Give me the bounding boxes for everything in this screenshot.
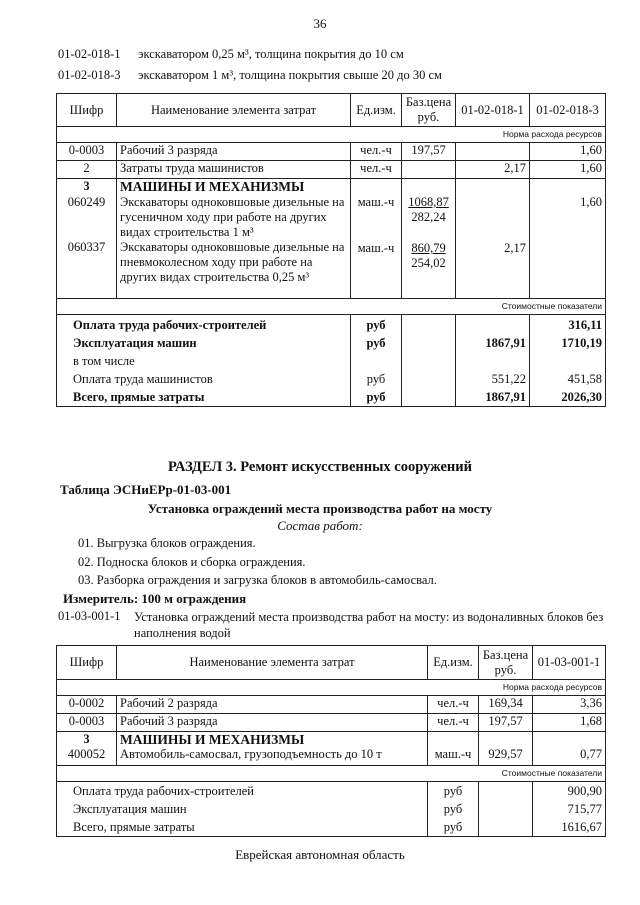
cost-name: Оплата труда машинистов (73, 372, 213, 386)
cost-unit: руб (366, 390, 386, 404)
cost-value-1: 900,90 (567, 784, 602, 798)
row-price: 860,79 (411, 241, 446, 255)
col-header-name: Наименование элемента затрат (117, 94, 351, 127)
cost-name: в том числе (73, 354, 135, 368)
cost-value-1: 1867,91 (485, 390, 526, 404)
cost-value-2: 1710,19 (561, 336, 602, 350)
col-header-price: Баз.цена руб. (479, 646, 533, 680)
row-price-2: 282,24 (411, 210, 446, 224)
item-text: Установка ограждений места производства работ на мосту: из водоналивных блоков без наполнения водой (134, 610, 604, 640)
row-value-1: 2,17 (504, 241, 526, 255)
cost-value-1: 551,22 (491, 372, 526, 386)
footer: Еврейская автономная область (235, 847, 405, 862)
row-code: 0-0003 (57, 143, 117, 161)
row-unit: маш.-ч (434, 747, 472, 761)
norm-label: Норма расхода ресурсов (57, 680, 606, 696)
cost-value-2: 2026,30 (561, 390, 602, 404)
row-code: 400052 (67, 747, 106, 761)
row-name: Рабочий 2 разряда (117, 696, 428, 714)
row-unit: маш.-ч (357, 195, 395, 209)
works-title: Состав работ: (277, 518, 363, 533)
row-price: 1068,87 (408, 195, 449, 209)
row-price: 169,34 (479, 696, 533, 714)
row-name: МАШИНЫ И МЕХАНИЗМЫ (120, 179, 305, 194)
col-header-code: Шифр (57, 94, 117, 127)
norm-label: Норма расхода ресурсов (57, 127, 606, 143)
row-unit: чел.-ч (428, 714, 479, 732)
row-code: 0-0003 (57, 714, 117, 732)
table-row (57, 161, 606, 179)
row-name: Экскаваторы одноковшовые дизельные на пневмоколесном ходу при работе на других видах строительства 0,25 м³ (120, 240, 345, 284)
cost-value-1: 1616,67 (561, 820, 602, 834)
cost-value-1: 715,77 (567, 802, 602, 816)
col-header-rate-1: 01-03-001-1 (533, 646, 606, 680)
header-line-code: 01-02-018-1 (58, 47, 121, 61)
row-value-2: 1,60 (530, 161, 606, 179)
work-item: 01. Выгрузка блоков ограждения. (78, 536, 256, 550)
header-line-text: экскаватором 0,25 м³, толщина покрытия до 10 см (138, 47, 404, 61)
cost-unit: руб (366, 336, 386, 350)
section-title: РАЗДЕЛ 3. Ремонт искусственных сооружений (167, 459, 472, 475)
cost-unit: руб (366, 318, 386, 332)
header-line (58, 47, 404, 62)
col-header-unit: Ед.изм. (428, 646, 479, 680)
row-unit: чел.-ч (351, 161, 402, 179)
row-name: МАШИНЫ И МЕХАНИЗМЫ (120, 732, 305, 747)
table-row (57, 714, 606, 732)
header-line-text: экскаватором 1 м³, толщина покрытия свыше 20 до 30 см (138, 68, 442, 82)
row-code: 3 (83, 179, 90, 193)
row-code: 2 (57, 161, 117, 179)
table-row (57, 143, 606, 161)
row-code: 0-0002 (57, 696, 117, 714)
row-value-1: 3,36 (533, 696, 606, 714)
row-name: Автомобиль-самосвал, грузоподъемность до 10 т (120, 747, 382, 761)
col-header-price: Баз.цена руб. (402, 94, 456, 127)
col-header-rate-1: 01-02-018-1 (456, 94, 530, 127)
cost-block (57, 782, 606, 837)
row-value-1: 2,17 (456, 161, 530, 179)
row-code: 3 (83, 732, 90, 746)
col-header-name: Наименование элемента затрат (117, 646, 428, 680)
row-name: Экскаваторы одноковшовые дизельные на гусеничном ходу при работе на других видах строительства 1 м³ (120, 195, 345, 239)
cost-label: Стоимостные показатели (57, 299, 606, 315)
table-row-machines (57, 179, 606, 299)
col-header-rate-2: 01-02-018-3 (530, 94, 606, 127)
resource-table-1 (56, 93, 606, 407)
cost-name: Всего, прямые затраты (73, 390, 205, 404)
col-header-code: Шифр (57, 646, 117, 680)
row-value-2: 1,60 (530, 143, 606, 161)
row-code: 060249 (67, 195, 106, 209)
row-price-2: 254,02 (411, 256, 446, 270)
cost-name: Эксплуатация машин (73, 802, 187, 816)
row-price: 929,57 (488, 747, 523, 761)
measure: Измеритель: 100 м ограждения (63, 591, 247, 606)
row-unit: чел.-ч (428, 696, 479, 714)
cost-value-1: 1867,91 (485, 336, 526, 350)
table-row-machines (57, 732, 606, 766)
row-value-1: 0,77 (580, 747, 602, 761)
table-row (57, 696, 606, 714)
table-title: Установка ограждений места производства работ на мосту (147, 501, 493, 516)
row-value-1: 1,68 (533, 714, 606, 732)
row-unit: маш.-ч (357, 241, 395, 255)
row-name: Рабочий 3 разряда (117, 143, 351, 161)
cost-unit: руб (443, 820, 463, 834)
row-code: 060337 (67, 240, 106, 254)
row-value-1 (456, 143, 530, 161)
row-name: Затраты труда машинистов (117, 161, 351, 179)
cost-block (57, 315, 606, 407)
cost-value-2: 316,11 (568, 318, 602, 332)
col-header-unit: Ед.изм. (351, 94, 402, 127)
work-item: 02. Подноска блоков и сборка ограждения. (78, 555, 306, 569)
cost-unit: руб (443, 802, 463, 816)
header-line-code: 01-02-018-3 (58, 68, 121, 82)
item-code: 01-03-001-1 (58, 609, 121, 623)
row-unit: чел.-ч (351, 143, 402, 161)
cost-label: Стоимостные показатели (57, 766, 606, 782)
row-value-2: 1,60 (580, 195, 602, 209)
resource-table-2 (56, 645, 606, 837)
header-line (58, 68, 442, 83)
cost-name: Всего, прямые затраты (73, 820, 195, 834)
cost-unit: руб (366, 372, 386, 386)
cost-name: Эксплуатация машин (73, 336, 197, 350)
cost-unit: руб (443, 784, 463, 798)
row-price: 197,57 (479, 714, 533, 732)
table-id: Таблица ЭСНиЕРр-01-03-001 (60, 482, 232, 497)
cost-name: Оплата труда рабочих-строителей (73, 318, 267, 332)
cost-name: Оплата труда рабочих-строителей (73, 784, 254, 798)
row-price (402, 161, 456, 179)
page-number: 36 (313, 16, 327, 31)
cost-value-2: 451,58 (567, 372, 602, 386)
work-item: 03. Разборка ограждения и загрузка блоков в автомобиль-самосвал. (78, 573, 437, 587)
row-name: Рабочий 3 разряда (117, 714, 428, 732)
row-price: 197,57 (402, 143, 456, 161)
